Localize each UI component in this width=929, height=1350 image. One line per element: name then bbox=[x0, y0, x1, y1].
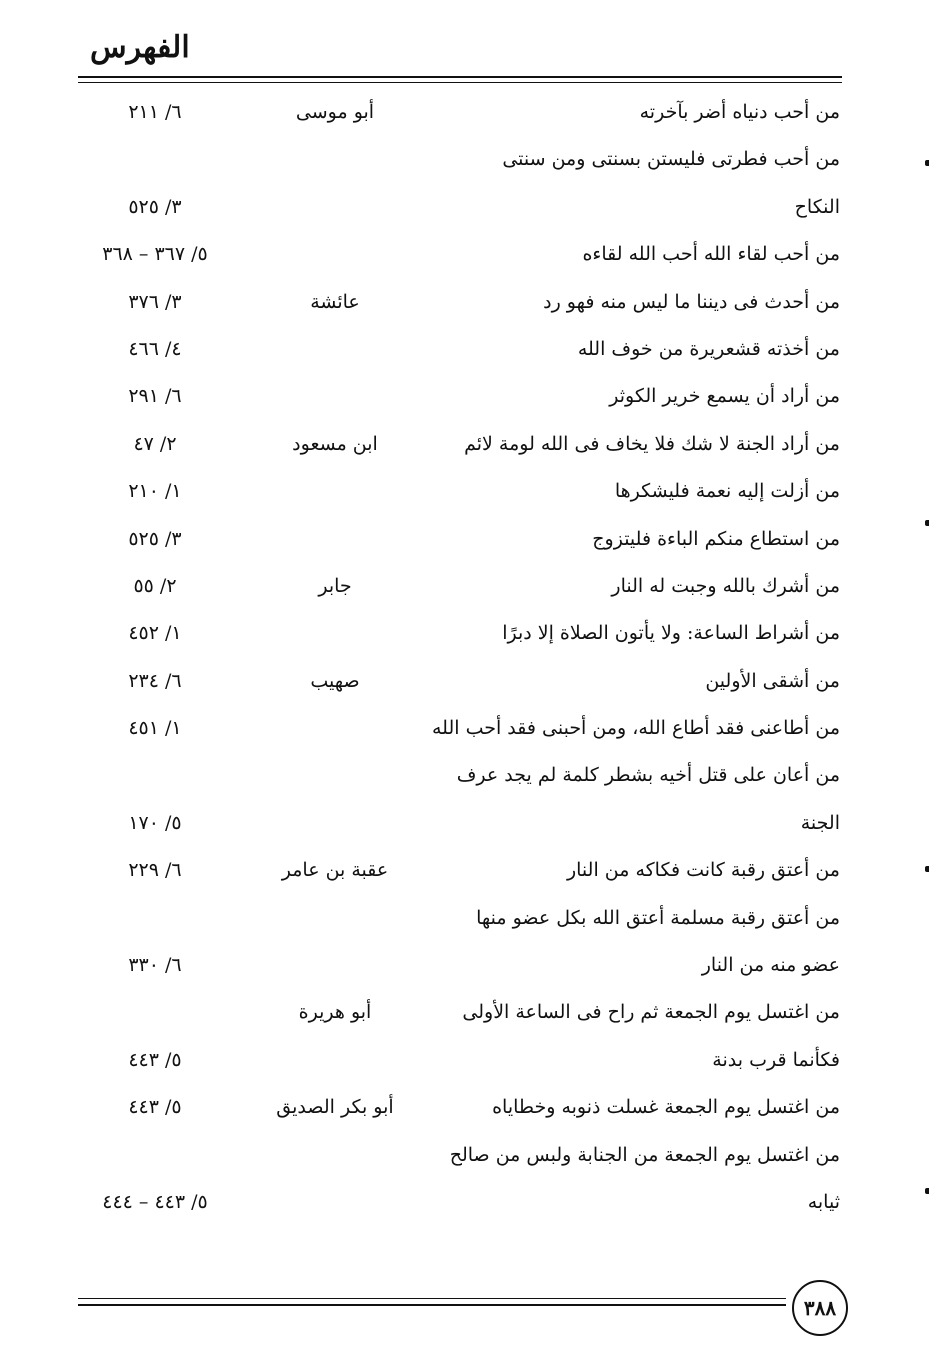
hadith-text: من استطاع منكم الباءة فليتزوج bbox=[592, 527, 840, 550]
page-edge-mark bbox=[925, 1188, 929, 1194]
index-entry-row bbox=[0, 567, 929, 614]
volume-page-ref: ٦/ ٢٣٤ bbox=[128, 669, 182, 692]
index-entry-row bbox=[0, 93, 929, 140]
page-edge-mark bbox=[925, 160, 929, 166]
hadith-text: من اغتسل يوم الجمعة ثم راح فى الساعة الأولى bbox=[462, 1001, 840, 1024]
hadith-text: من أحب لقاء الله أحب الله لقاءه bbox=[582, 243, 840, 266]
hadith-text: من أعتق رقبة كانت فكاكه من النار bbox=[566, 859, 840, 882]
index-entry-row bbox=[0, 993, 929, 1040]
index-entry-row bbox=[0, 804, 929, 851]
hadith-text: من أحب دنياه أضر بآخرته bbox=[639, 101, 840, 123]
volume-page-ref: ٣/ ٥٢٥ bbox=[128, 195, 182, 218]
volume-page-ref: ١/ ٤٥٢ bbox=[128, 622, 182, 645]
volume-page-ref: ٥/ ٤٤٣ bbox=[128, 1048, 182, 1071]
hadith-text: ثيابه bbox=[807, 1190, 840, 1213]
index-entry-row bbox=[0, 899, 929, 946]
hadith-text: من أراد الجنة لا شك فلا يخاف فى الله لومة لائم bbox=[464, 432, 840, 455]
index-entries bbox=[0, 93, 929, 1230]
index-entry-row bbox=[0, 472, 929, 519]
volume-page-ref: ٥/ ٤٤٣ bbox=[128, 1096, 182, 1119]
narrator: أبو موسى bbox=[295, 101, 375, 123]
volume-page-ref: ٣/ ٥٢٥ bbox=[128, 527, 182, 550]
narrator: أبو بكر الصديق bbox=[276, 1096, 394, 1119]
narrator: أبو هريرة bbox=[298, 1001, 372, 1024]
volume-page-ref: ١/ ٤٥١ bbox=[128, 717, 182, 740]
index-entry-row bbox=[0, 662, 929, 709]
page-edge-mark bbox=[925, 866, 929, 872]
hadith-text: من أخذته قشعريرة من خوف الله bbox=[577, 337, 840, 360]
volume-page-ref: ٥/ ١٧٠ bbox=[128, 811, 182, 834]
index-entry-row bbox=[0, 1088, 929, 1135]
index-entry-row bbox=[0, 946, 929, 993]
hadith-text: من أزلت إليه نعمة فليشكرها bbox=[614, 480, 840, 503]
volume-page-ref: ٥/ ٣٦٧ – ٣٦٨ bbox=[102, 243, 208, 266]
hadith-text: النكاح bbox=[794, 195, 840, 218]
volume-page-ref: ٦/ ٢٢٩ bbox=[128, 859, 182, 882]
volume-page-ref: ٦/ ٢١١ bbox=[128, 101, 182, 123]
hadith-text: من أحدث فى ديننا ما ليس منه فهو رد bbox=[543, 290, 840, 313]
narrator: عقبة بن عامر bbox=[281, 859, 389, 882]
header-rule bbox=[78, 76, 842, 83]
index-entry-row bbox=[0, 1041, 929, 1088]
page-edge-mark bbox=[925, 520, 929, 526]
hadith-text: فكأنما قرب بدنة bbox=[712, 1048, 840, 1071]
volume-page-ref: ١/ ٢١٠ bbox=[128, 480, 182, 503]
index-entry-row bbox=[0, 851, 929, 898]
narrator: عائشة bbox=[310, 290, 360, 313]
narrator: صهيب bbox=[310, 669, 360, 692]
index-entry-row bbox=[0, 1183, 929, 1230]
index-entry-row bbox=[0, 756, 929, 803]
hadith-text: من أعان على قتل أخيه بشطر كلمة لم يجد عرف bbox=[456, 764, 840, 787]
volume-page-ref: ٦/ ٢٩١ bbox=[128, 385, 182, 408]
page-footer bbox=[78, 1280, 858, 1350]
hadith-text: من أشقى الأولين bbox=[705, 669, 840, 692]
volume-page-ref: ٣/ ٣٧٦ bbox=[128, 290, 182, 313]
volume-page-ref: ٢/ ٤٧ bbox=[133, 432, 177, 455]
volume-page-ref: ٢/ ٥٥ bbox=[133, 574, 177, 597]
index-entry-row bbox=[0, 377, 929, 424]
index-entry-row bbox=[0, 1136, 929, 1183]
volume-page-ref: ٦/ ٣٣٠ bbox=[128, 954, 182, 977]
hadith-text: من أعتق رقبة مسلمة أعتق الله بكل عضو منها bbox=[476, 906, 840, 929]
volume-page-ref: ٤/ ٤٦٦ bbox=[128, 337, 182, 360]
index-entry-row bbox=[0, 520, 929, 567]
hadith-text: من أحب فطرتى فليستن بسنتى ومن سنتى bbox=[502, 148, 840, 171]
hadith-text: من اغتسل يوم الجمعة غسلت ذنوبه وخطاياه bbox=[492, 1096, 840, 1119]
hadith-text: الجنة bbox=[800, 811, 840, 834]
hadith-text: من أطاعنى فقد أطاع الله، ومن أحبنى فقد أحب الله bbox=[432, 717, 840, 740]
index-entry-row bbox=[0, 330, 929, 377]
narrator: جابر bbox=[318, 574, 352, 597]
index-entry-row bbox=[0, 614, 929, 661]
narrator: ابن مسعود bbox=[292, 432, 378, 455]
hadith-text: من أشرك بالله وجبت له النار bbox=[611, 574, 840, 597]
hadith-text: عضو منه من النار bbox=[701, 954, 840, 977]
hadith-text: من اغتسل يوم الجمعة من الجنابة ولبس من صالح bbox=[449, 1143, 840, 1166]
index-entry-row bbox=[0, 140, 929, 187]
page-number: ٣٨٨ bbox=[792, 1280, 848, 1336]
index-entry-row bbox=[0, 283, 929, 330]
hadith-text: من أراد أن يسمع خرير الكوثر bbox=[609, 385, 840, 408]
footer-rule bbox=[78, 1298, 786, 1306]
page-header-title: الفهرس bbox=[90, 30, 190, 65]
index-entry-row bbox=[0, 709, 929, 756]
index-entry-row bbox=[0, 235, 929, 282]
hadith-text: من أشراط الساعة: ولا يأتون الصلاة إلا دبرًا bbox=[502, 622, 840, 645]
volume-page-ref: ٥/ ٤٤٣ – ٤٤٤ bbox=[102, 1190, 208, 1213]
index-entry-row bbox=[0, 425, 929, 472]
index-entry-row bbox=[0, 188, 929, 235]
